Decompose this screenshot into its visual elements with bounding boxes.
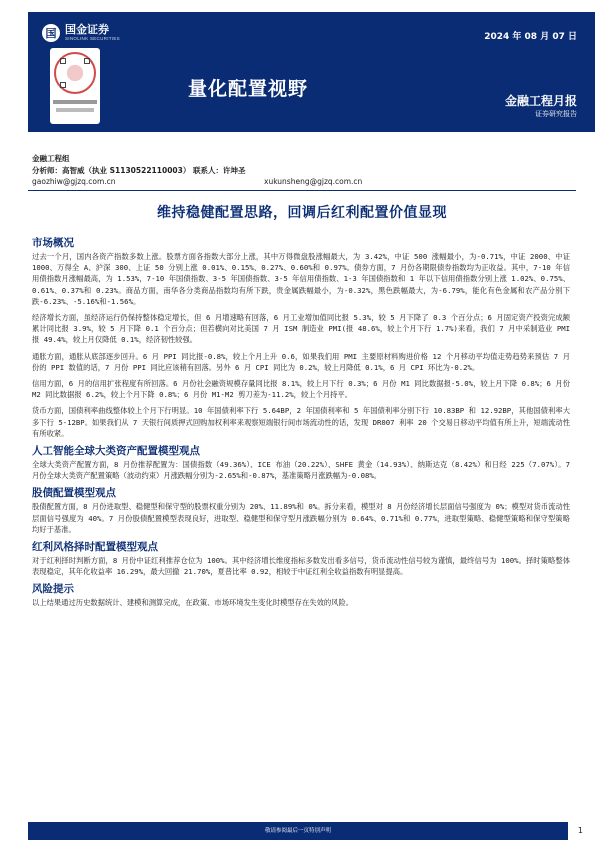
report-type: 金融工程月报 xyxy=(504,94,577,108)
paragraph: 经济增长方面，虽经济运行仍保持整体稳定增长，但 6 月增速略有回落，6 月工业增加值同比报 5.3%，较 5 月下降了 0.3 个百分点；6 月固定资产投资完成额累计同比报 3.9%，较 5 月下降 0.1 个百分点；但若横向对比美国 7 月 ISM 制造业 PMI(报 48.6%，较上个月下行 1.7%)来看，我们 7 月中采制造业 PMI 报 49.4%，较上月仅降低 0.1%，经济韧性较强。 xyxy=(32,313,570,345)
section-dividend-timing xyxy=(32,540,570,577)
brand-logo xyxy=(42,24,120,42)
report-date: 2024 年 08 月 07 日 xyxy=(484,32,577,42)
author-line: 分析师：高智威（执业 S1130522110003） 联系人：许坤圣 xyxy=(32,166,246,175)
report-category: 证券研究报告 xyxy=(535,110,577,118)
page-number: 1 xyxy=(577,826,583,835)
paragraph: 全球大类资产配置方面，8 月份推荐配置为：国债指数（49.36%）、ICE 布油（20.22%）、SHFE 黄金（14.93%）、纳斯达克（8.42%）和日经 225（7.07%）。7 月份全球大类资产配置策略（波动约束）月涨跌幅分别为-2.65%和-0.87%，基准策略月涨跌幅为-0.08%。 xyxy=(32,460,570,481)
paragraph: 过去一个月，国内各资产指数多数上涨。股票方面各指数大部分上涨，其中万得微盘股涨幅最大，为 3.42%，中证 500 涨幅最小，为-0.71%，中证 2000、中证 1000、万得全 A、沪深 300、上证 50 分别上涨 0.01%、0.15%、0.27%、0.60%和 0.97%。债券方面，7 月份各期限债券指数均为正收益。其中，7-10 年信用债指数月涨幅最高，为 1.53%，7-10 年国债指数、3-5 年国债指数、3-5 年信用债指数、1-3 年国债指数和 1 年以下信用债指数分别上涨 1.02%、0.75%、0.61%、0.37%和 0.23%。商品方面，南华各分类商品指数均有所下跌，贵金属跌幅最小，为-0.32%，黑色跌幅最大，为-6.79%，能化有色金属和农产品分别下跌-6.23%、-5.16%和-1.56%。 xyxy=(32,252,570,306)
brand-name: 国金证券 xyxy=(65,23,109,36)
paragraph: 对于红利择时判断方面，8 月份中证红利推荐仓位为 100%。其中经济增长维度指标多数发出看多信号，货币流动性信号较为谨慎，最终信号为 100%。择时策略整体表现稳定，其年化收益率 16.29%，最大回撤 21.70%，夏普比率 0.92，相较于中证红利全收益指数有明显提高。 xyxy=(32,556,570,577)
report-title: 量化配置视野 xyxy=(187,78,308,100)
section-title: 人工智能全球大类资产配置模型观点 xyxy=(32,445,200,458)
section-risk xyxy=(32,582,570,608)
report-body xyxy=(32,236,570,614)
section-stock-bond xyxy=(32,486,570,535)
paragraph: 通胀方面，通胀从底部逐步回升。6 月 PPI 同比报-0.8%，较上个月上升 0.6，如果我们用 PMI 主要原材料购进价格 12 个月移动平均值走势趋势来预估 7 月份的 PPI 数值的话，7 月份 PPI 同比应该稍有回落。另外 6 月 CPI 同比为 0.2%，较上月降低 0.1%，6 月 CPI 环比为-0.2%。 xyxy=(32,351,570,372)
header-banner xyxy=(28,12,595,132)
paragraph: 信用方面，6 月的信用扩张程度有所回落。6 月份社会融资规模存量同比报 8.1%，较上月下行 0.3%；6 月份 M1 同比数据报-5.0%，较上月下降 0.8%；6 月份 M2 同比数据报 6.2%，较上个月下降 0.8%；6 月份 M1-M2 剪刀差为-11.2%，较上个月持平。 xyxy=(32,379,570,400)
section-title: 红利风格择时配置模型观点 xyxy=(32,541,158,554)
paragraph: 货币方面，国债利率曲线整体较上个月下行明显。10 年国债利率下行 5.64BP，2 年国债利率和 5 年国债利率分别下行 10.83BP 和 12.92BP，其他国债利率大多下行 5-12BP。如果我们从 7 天银行间质押式回购加权利率来观察短端银行间市场流动性的话，发现 DR007 利率 20 个交易日移动平均值有所上升，短端流动性有所收紧。 xyxy=(32,406,570,438)
email-analyst[interactable]: gaozhiw@gjzq.com.cn xyxy=(32,177,116,186)
team-name: 金融工程组 xyxy=(32,154,70,163)
divider xyxy=(28,190,576,191)
brand-name-en: SINOLINK SECURITIES xyxy=(65,36,120,41)
email-contact[interactable]: xukunsheng@gjzq.com.cn xyxy=(264,177,363,186)
footer-disclaimer: 敬请参阅最后一页特别声明 xyxy=(264,828,331,834)
headline: 维持稳健配置思路，回调后红利配置价值显现 xyxy=(157,205,447,221)
section-ai-allocation xyxy=(32,444,570,481)
paragraph: 股债配置方面，8 月份进取型、稳健型和保守型的股票权重分别为 20%、11.89%和 0%。拆分来看，模型对 8 月份经济增长层面信号强度为 0%；模型对货币流动性层面信号强度为 40%。7 月份股债配置模型表现良好，进取型、稳健型和保守型月涨跌幅分别为 0.64%、0.71%和 0.77%，进取型策略、稳健型策略和保守型策略均好于基准。 xyxy=(32,502,570,534)
author-emails xyxy=(32,177,572,186)
paragraph: 以上结果通过历史数据统计、建模和测算完成，在政策、市场环境发生变化时模型存在失效的风险。 xyxy=(32,598,354,608)
section-title: 市场概况 xyxy=(32,237,74,249)
section-market xyxy=(32,236,570,439)
section-title: 股债配置模型观点 xyxy=(32,487,116,500)
company-logo-icon: 国 xyxy=(42,24,60,42)
section-title: 风险提示 xyxy=(32,583,74,596)
